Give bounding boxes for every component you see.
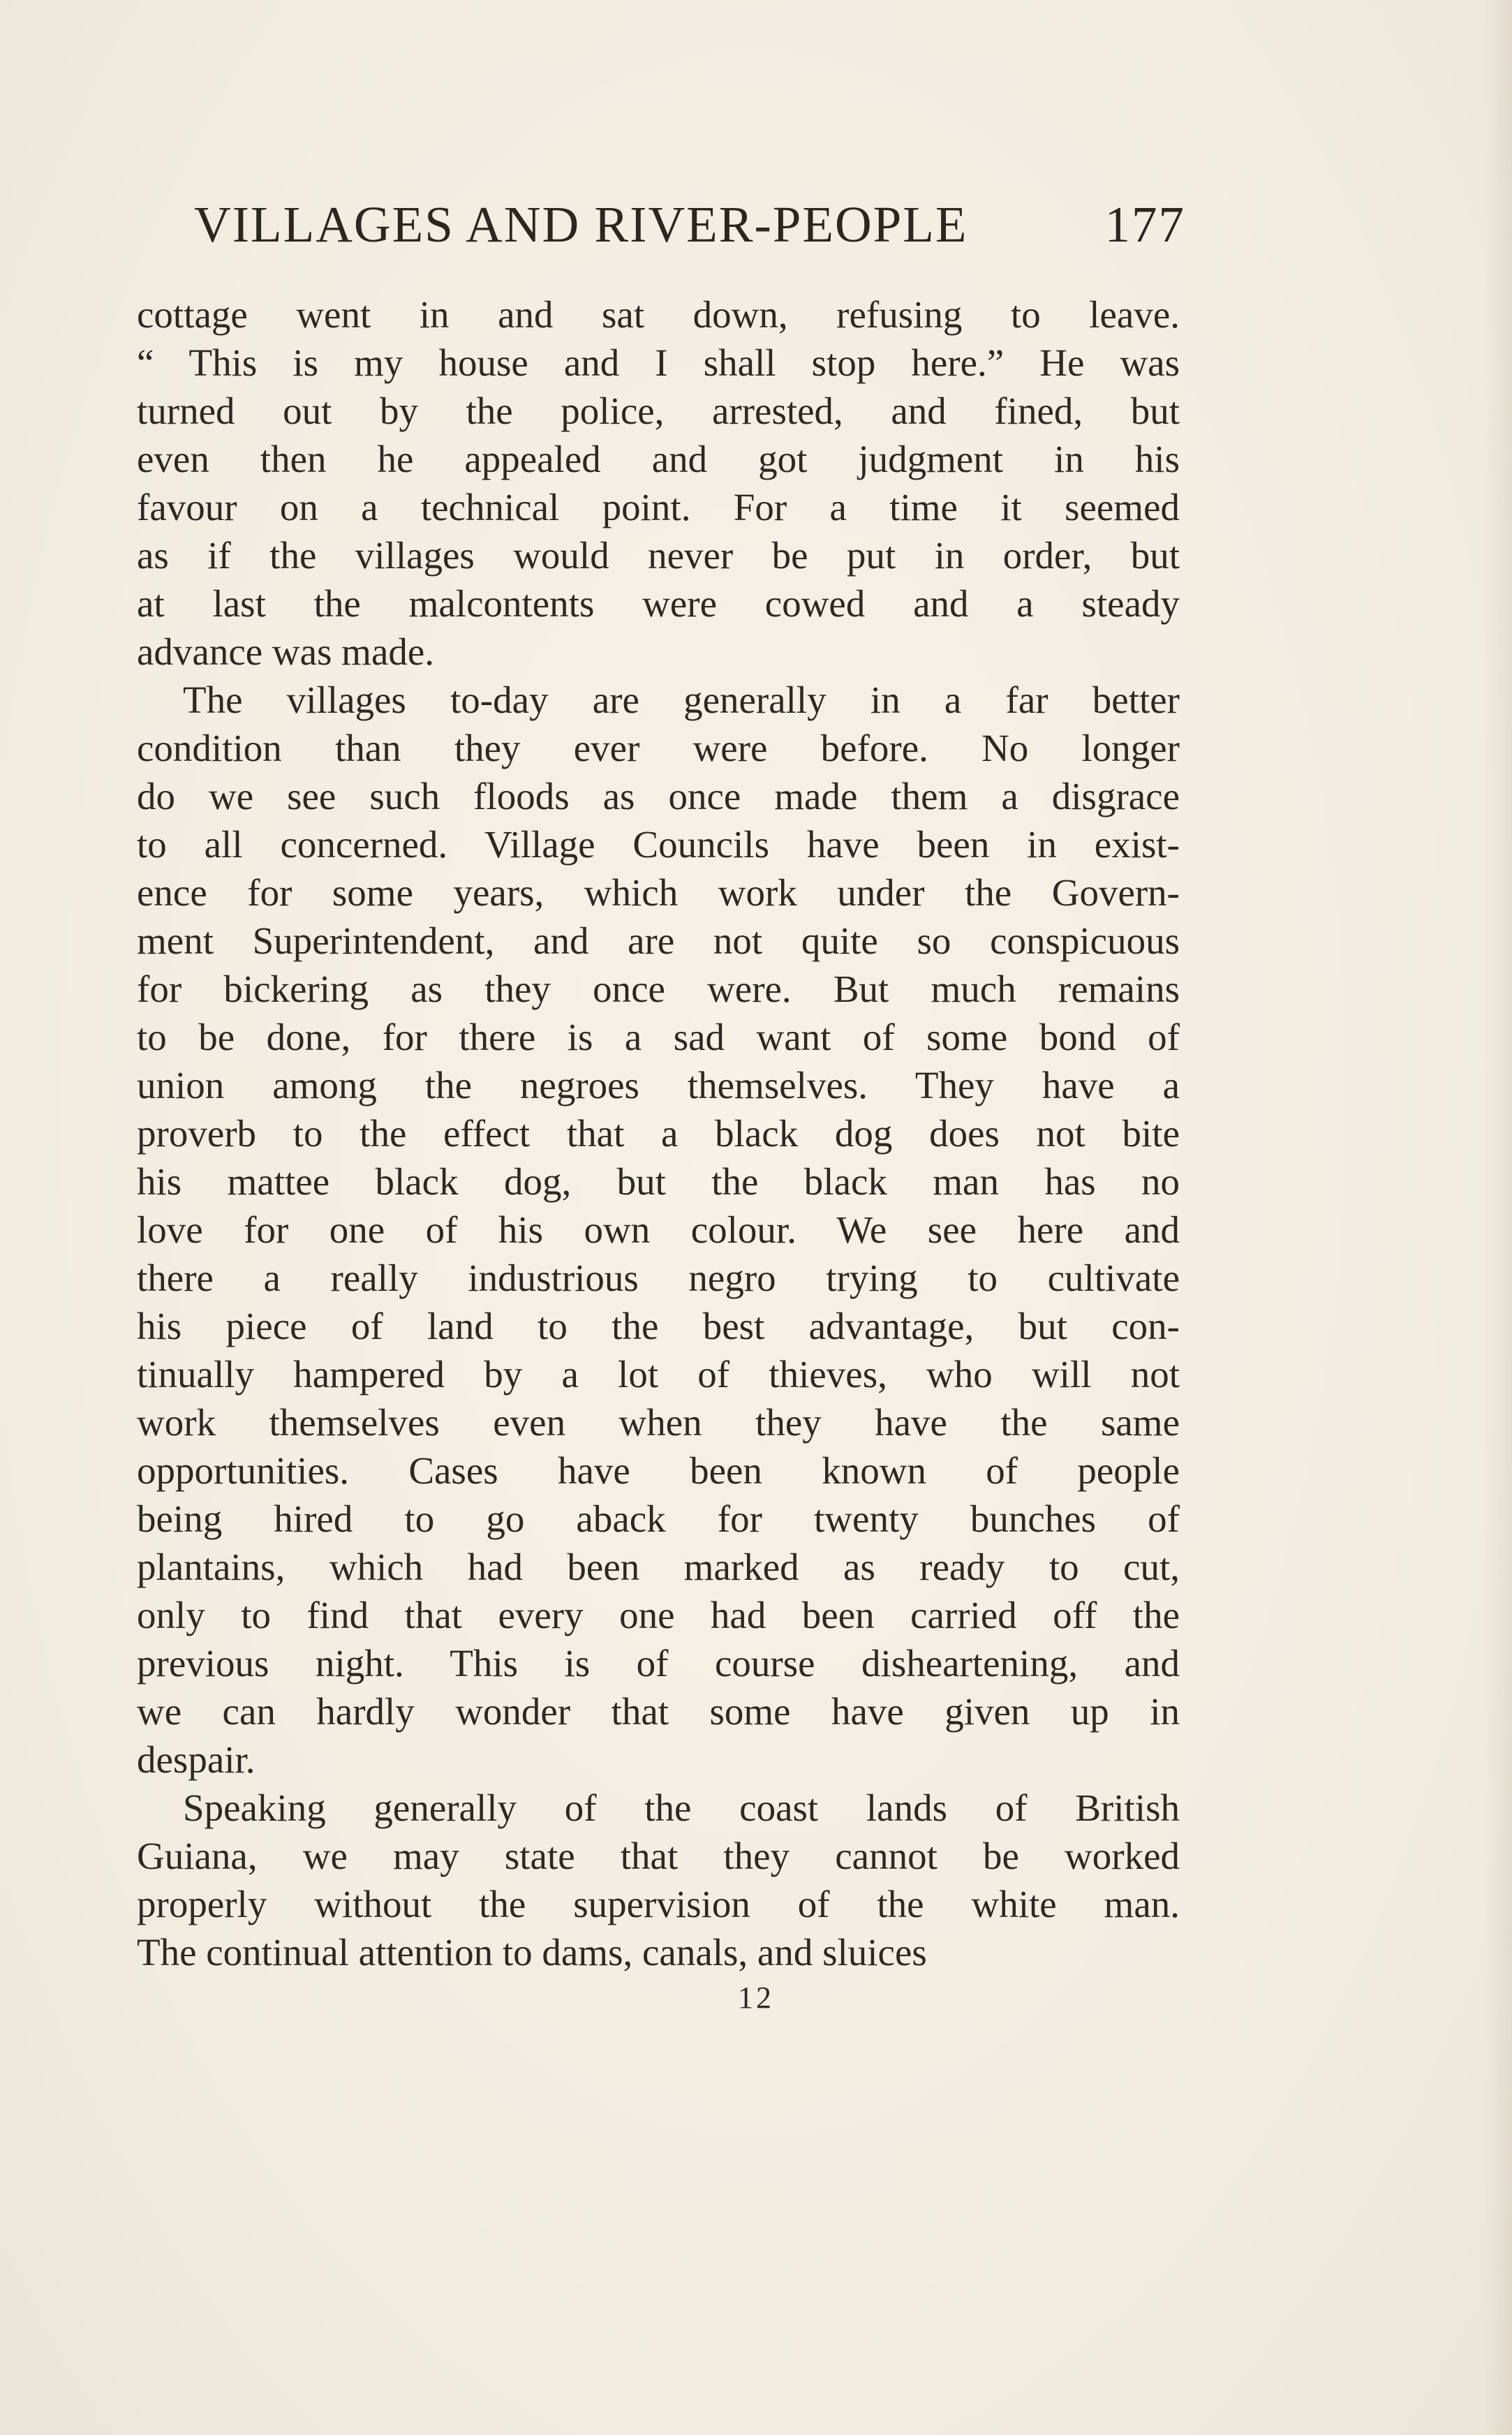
- text-line: for bickering as they once were. But much remains: [137, 968, 1180, 1010]
- text-line: only to find that every one had been carried off the: [137, 1594, 1180, 1636]
- text-line: condition than they ever were before. No longer: [137, 727, 1180, 769]
- page-number: 177: [1104, 196, 1185, 253]
- text-line: work themselves even when they have the same: [137, 1401, 1180, 1444]
- text-line: even then he appealed and got judgment in his: [137, 438, 1180, 480]
- text-line: favour on a technical point. For a time it seemed: [137, 486, 1180, 528]
- page-edge-shadow: [1484, 0, 1512, 2435]
- text-line: union among the negroes themselves. They have a: [137, 1064, 1180, 1107]
- text-line: to be done, for there is a sad want of some bond of: [137, 1016, 1180, 1058]
- text-line: opportunities. Cases have been known of people: [137, 1449, 1180, 1492]
- text-line: Speaking generally of the coast lands of British: [183, 1786, 1180, 1829]
- text-line: The continual attention to dams, canals, and sluices: [137, 1931, 927, 1974]
- text-line: as if the villages would never be put in order, but: [137, 534, 1180, 577]
- text-line: “ This is my house and I shall stop here.” He was: [137, 341, 1180, 384]
- text-line: despair.: [137, 1738, 255, 1781]
- body-text: [137, 290, 1180, 1976]
- text-line: properly without the supervision of the white man.: [137, 1883, 1180, 1925]
- text-line: his mattee black dog, but the black man has no: [137, 1160, 1180, 1203]
- text-line: to all concerned. Village Councils have been in exist-: [137, 823, 1180, 866]
- text-line: ence for some years, which work under the Govern-: [137, 871, 1180, 914]
- text-line: advance was made.: [137, 630, 435, 673]
- text-line: cottage went in and sat down, refusing to leave.: [137, 293, 1180, 336]
- text-line: love for one of his own colour. We see here and: [137, 1208, 1180, 1251]
- text-line: we can hardly wonder that some have given up in: [137, 1690, 1180, 1733]
- text-line: being hired to go aback for twenty bunches of: [137, 1497, 1180, 1540]
- text-line: at last the malcontents were cowed and a steady: [137, 582, 1180, 625]
- signature-mark: 12: [738, 1981, 774, 2015]
- text-line: plantains, which had been marked as ready to cut,: [137, 1546, 1180, 1588]
- text-line: there a really industrious negro trying to cultivate: [137, 1257, 1180, 1299]
- text-line: do we see such floods as once made them a disgrace: [137, 775, 1180, 817]
- text-line: proverb to the effect that a black dog does not bite: [137, 1112, 1180, 1155]
- text-line: turned out by the police, arrested, and fined, but: [137, 390, 1180, 432]
- running-head-title: VILLAGES AND RIVER-PEOPLE: [194, 196, 968, 253]
- text-line: his piece of land to the best advantage, but con-: [137, 1305, 1180, 1347]
- text-line: ment Superintendent, and are not quite so conspicuous: [137, 919, 1180, 962]
- text-line: The villages to-day are generally in a far better: [183, 679, 1180, 721]
- text-line: Guiana, we may state that they cannot be worked: [137, 1835, 1180, 1877]
- text-line: tinually hampered by a lot of thieves, who will not: [137, 1353, 1180, 1396]
- running-head: [194, 195, 1185, 258]
- text-line: previous night. This is of course disheartening, and: [137, 1642, 1180, 1685]
